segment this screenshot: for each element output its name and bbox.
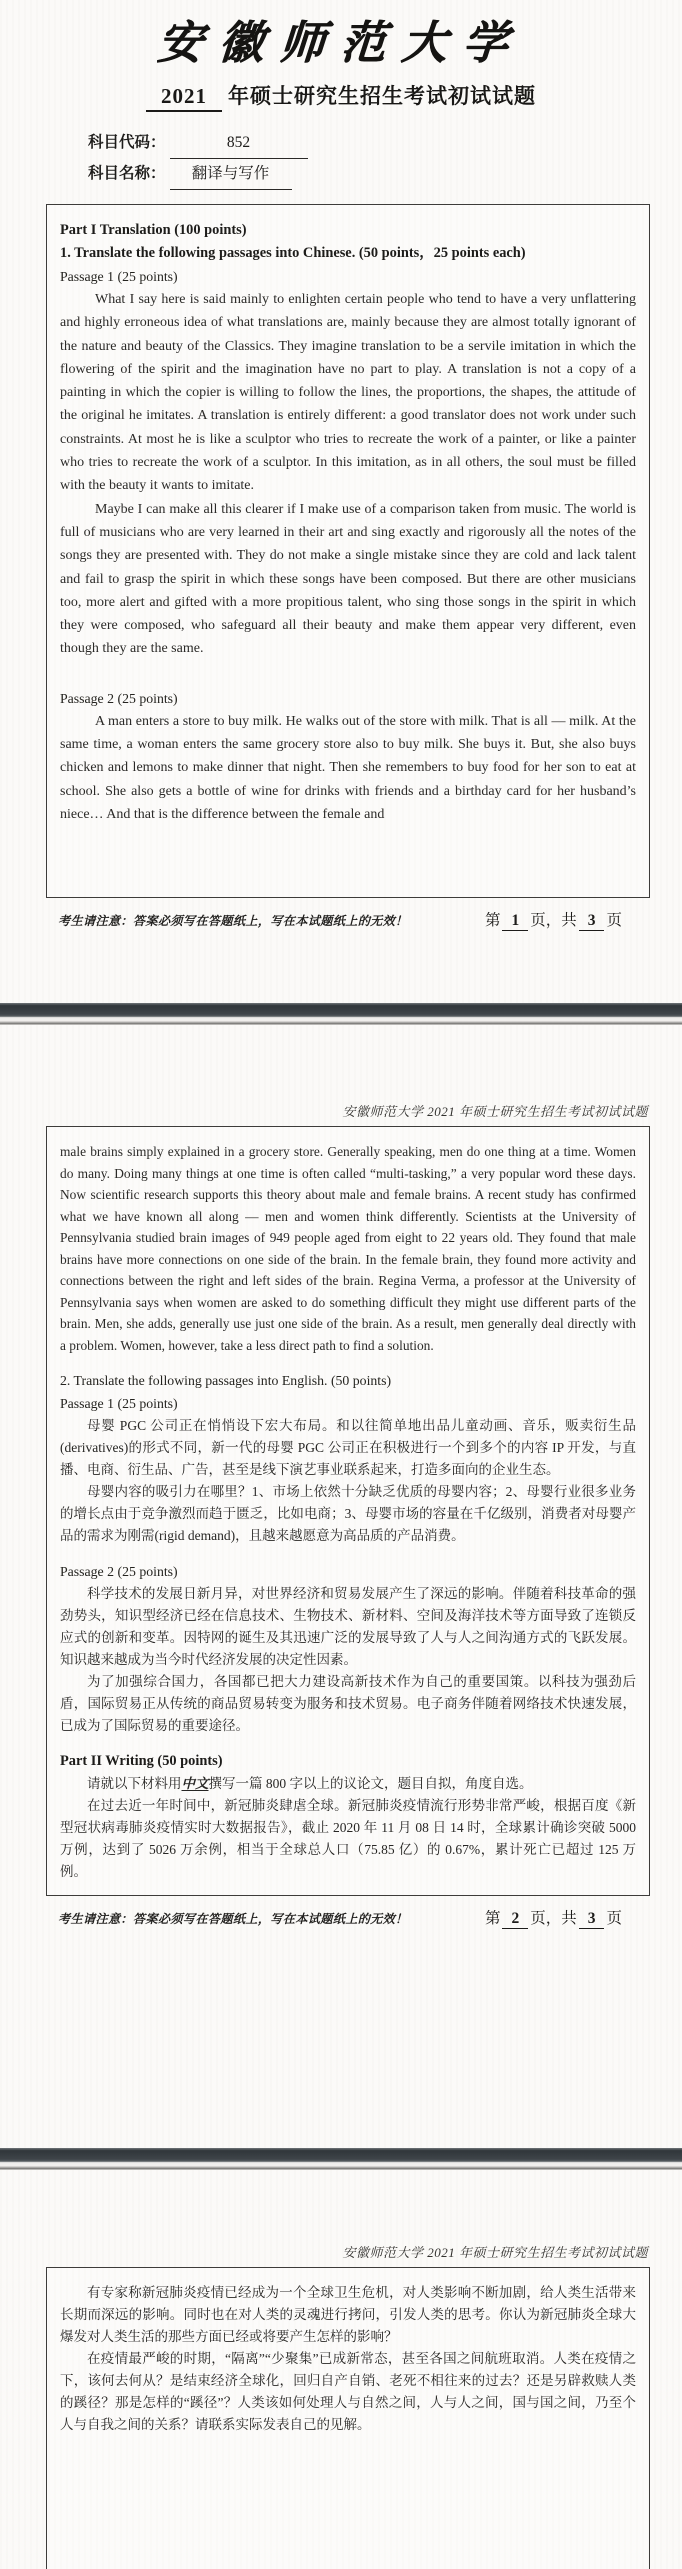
question-box-page-2 (46, 1126, 650, 1896)
writing-language-emphasis: 中文 (181, 1776, 209, 1791)
page-footer (58, 1906, 622, 1929)
chinese-passage1-paragraph: 母婴内容的吸引力在哪里？1、市场上依然十分缺乏优质的母婴内容；2、母婴行业很多业务的增长点由于竞争激烈而趋于匮乏，比如电商；3、母婴市场的容量在千亿级别，消费者对母婴产品的需求为刚需(rigid demand)，且越来越愿意为高品质的产品消费。 (60, 1484, 636, 1543)
exam-title (0, 80, 682, 112)
scan-separator (0, 1003, 682, 1025)
candidate-notice: 考生请注意：答案必须写在答题纸上，写在本试题纸上的无效！ (58, 1912, 408, 1926)
chinese-passage2-paragraph: 为了加强综合国力，各国都已把大力建设高新技术作为自己的重要国策。以科技为强劲后盾，国际贸易正从传统的商品贸易转变为服务和技术贸易。电子商务伴随着网络技术快速发展，已成为了国际贸易的重要途径。 (60, 1674, 636, 1733)
total-page-number: 3 (579, 912, 605, 931)
running-header: 安徽师范大学 2021 年硕士研究生招生考试初试试题 (342, 2245, 648, 2260)
writing-material-paragraph: 有专家称新冠肺炎疫情已经成为一个全球卫生危机，对人类影响不断加剧，给人类生活带来长期而深远的影响。同时也在对人类的灵魂进行拷问，引发人类的思考。你认为新冠肺炎全球大爆发对人类生活的那些方面已经或将要产生怎样的影响？ (60, 2285, 636, 2344)
question-box-page-1 (46, 204, 650, 898)
section1-heading: 1. Translate the following passages into Chinese. (50 points，25 points each) (60, 245, 526, 261)
subject-name-label: 科目名称： (88, 165, 166, 182)
page-1 (0, 0, 682, 1003)
page-number-indicator (485, 1906, 622, 1929)
university-calligraphy-title: 安徽师范大学 (155, 18, 526, 68)
exam-year: 2021 (146, 84, 222, 112)
page-footer (58, 908, 622, 931)
subject-block (88, 128, 682, 190)
page-word-suffix: 页 (606, 912, 622, 929)
subject-code-row (88, 128, 682, 159)
subject-code-value: 852 (170, 128, 308, 159)
subject-name-value: 翻译与写作 (170, 159, 292, 190)
writing-instruction-suffix: 撰写一篇 800 字以上的议论文，题目自拟，角度自选。 (208, 1776, 533, 1791)
writing-material-paragraph: 在过去近一年时间中，新冠肺炎肆虐全球。新冠肺炎疫情流行形势非常严峻，根据百度《新型冠状病毒肺炎疫情实时大数据报告》，截止 2020 年 11 月 08 日 14 时，全球累计确诊突破 5000 万例，达到了 5026 万余例，相当于全球总人口（75.85 亿）的 0.67%，累计死亡已超过 125 万例。 (60, 1798, 636, 1879)
page-2 (0, 1025, 682, 2148)
current-page-number: 1 (502, 912, 528, 931)
subject-code-label: 科目代码： (88, 134, 166, 151)
page-word-mid: 页，共 (530, 912, 577, 929)
passage1-paragraph: What I say here is said mainly to enlighten certain people who tend to have a very unflattering and highly erroneous idea of what translations are, mainly because they are almost totally ignorant of the nature and beauty of the Classics. They imagine translation to be a servile imitation in which the flowering of the spirit and the imagination have no part to play. A translation is not a copy of a painting in which the copier is willing to follow the lines, the proportions, the shapes, the attitude of the original he imitates. A translation is entirely different: a good translator does not work under such constraints. At most he is like a sculptor who tries to recreate the work of a painter, or like a painter who tries to recreate the work of a sculptor. In this imitation, as in all others, the soul must be filled with the beauty it wants to imitate. (60, 292, 636, 494)
total-page-number: 3 (579, 1910, 605, 1929)
page-word-mid: 页，共 (530, 1910, 577, 1927)
writing-material-paragraph: 在疫情最严峻的时期，“隔离”“少聚集”已成新常态，甚至各国之间航班取消。人类在疫情之下，该何去何从？是结束经济全球化，回归自产自销、老死不相往来的过去？还是另辟救赎人类的蹊径？那是怎样的“蹊径”？人类该如何处理人与自然之间，人与人之间，国与国之间，乃至个人与自我之间的关系？请联系实际发表自己的见解。 (60, 2351, 636, 2432)
question-box-page-3 (46, 2267, 650, 2569)
part1-heading: Part I Translation (100 points) (60, 222, 247, 238)
chinese-passage1-paragraph: 母婴 PGC 公司正在悄悄设下宏大布局。和以往简单地出品儿童动画、音乐，贩卖衍生品(derivatives)的形式不同，新一代的母婴 PGC 公司正在积极进行一个到多个的内容 IP 开发，与直播、电商、衍生品、广告，甚至是线下演艺事业联系起来，打造多面向的企业生态。 (60, 1418, 636, 1477)
page-word-prefix: 第 (484, 912, 501, 929)
section2-heading: 2. Translate the following passages into English. (50 points) (60, 1373, 392, 1388)
current-page-number: 2 (502, 1910, 528, 1929)
page-word-suffix: 页 (606, 1910, 622, 1927)
running-header: 安徽师范大学 2021 年硕士研究生招生考试初试试题 (342, 1104, 648, 1119)
passage2-paragraph: A man enters a store to buy milk. He walks out of the store with milk. That is all — milk. At the same time, a woman enters the same grocery store also to buy milk. She buys it. But, she also buys chicken and lemons to make dinner that night. Then she remembers to buy food for her son to eat at school. She also gets a bottle of wine for drinks with friends and a birthday card for her husband’s niece… And that is the difference between the female and (60, 713, 636, 822)
passage2-label: Passage 2 (25 points) (60, 1564, 178, 1579)
passage1-label: Passage 1 (25 points) (60, 1396, 178, 1411)
scan-separator (0, 2148, 682, 2170)
passage1-label: Passage 1 (25 points) (60, 269, 178, 284)
candidate-notice: 考生请注意：答案必须写在答题纸上，写在本试题纸上的无效！ (58, 914, 408, 928)
passage2-label: Passage 2 (25 points) (60, 690, 178, 706)
writing-instruction-prefix: 请就以下材料用 (87, 1776, 182, 1791)
passage2-continuation-paragraph: male brains simply explained in a grocery store. Generally speaking, men do one thing at a time. Women do many. Doing many things at one time is often called “multi-tasking,” a very popular word these days. Now scientific research supports this theory about male and female brains. A recent study has confirmed what we have known all along — men and women think differently. Scientists at the University of Pennsylvania studied brain images of 949 people aged from eight to 22 years old. They found that male brains have more connections on one side of the brain. In the female brain, they found more activity and connections between the right and left sides of the brain. Regina Verma, a professor at the University of Pennsylvania says when women are asked to do something difficult they might use different parts of the brain. Men, she adds, generally use just one side of the brain. As a result, men generally deal directly with a problem. Women, however, take a less direct path to find a solution. (60, 1144, 636, 1353)
page-3 (0, 2170, 682, 2569)
passage1-paragraph: Maybe I can make all this clearer if I make use of a comparison taken from music. The world is full of musicians who are very learned in their art and sing exactly and rigorously all the notes of the songs they are presented with. They do not make a single mistake since they are cold and lack talent and fail to grasp the spirit in which these songs have been composed. But there are other musicians too, more alert and gifted with a more propitious talent, who sing those songs in the spirit in which they were composed, who safeguard all their beauty and make them appear very different, even though they are the same. (60, 501, 636, 657)
page-number-indicator (485, 908, 622, 931)
writing-instruction (60, 1773, 636, 1795)
part2-heading: Part II Writing (50 points) (60, 1753, 223, 1769)
page-word-prefix: 第 (484, 1910, 501, 1927)
chinese-passage2-paragraph: 科学技术的发展日新月异，对世界经济和贸易发展产生了深远的影响。伴随着科技革命的强劲势头，知识型经济已经在信息技术、生物技术、新材料、空间及海洋技术等方面导致了连锁反应式的创新和变革。因特网的诞生及其迅速广泛的发展导致了人与人之间沟通方式的飞跃发展。知识越来越成为当今时代经济发展的决定性因素。 (60, 1586, 636, 1667)
exam-title-text: 年硕士研究生招生考试初试试题 (228, 84, 536, 108)
subject-name-row (88, 159, 682, 190)
